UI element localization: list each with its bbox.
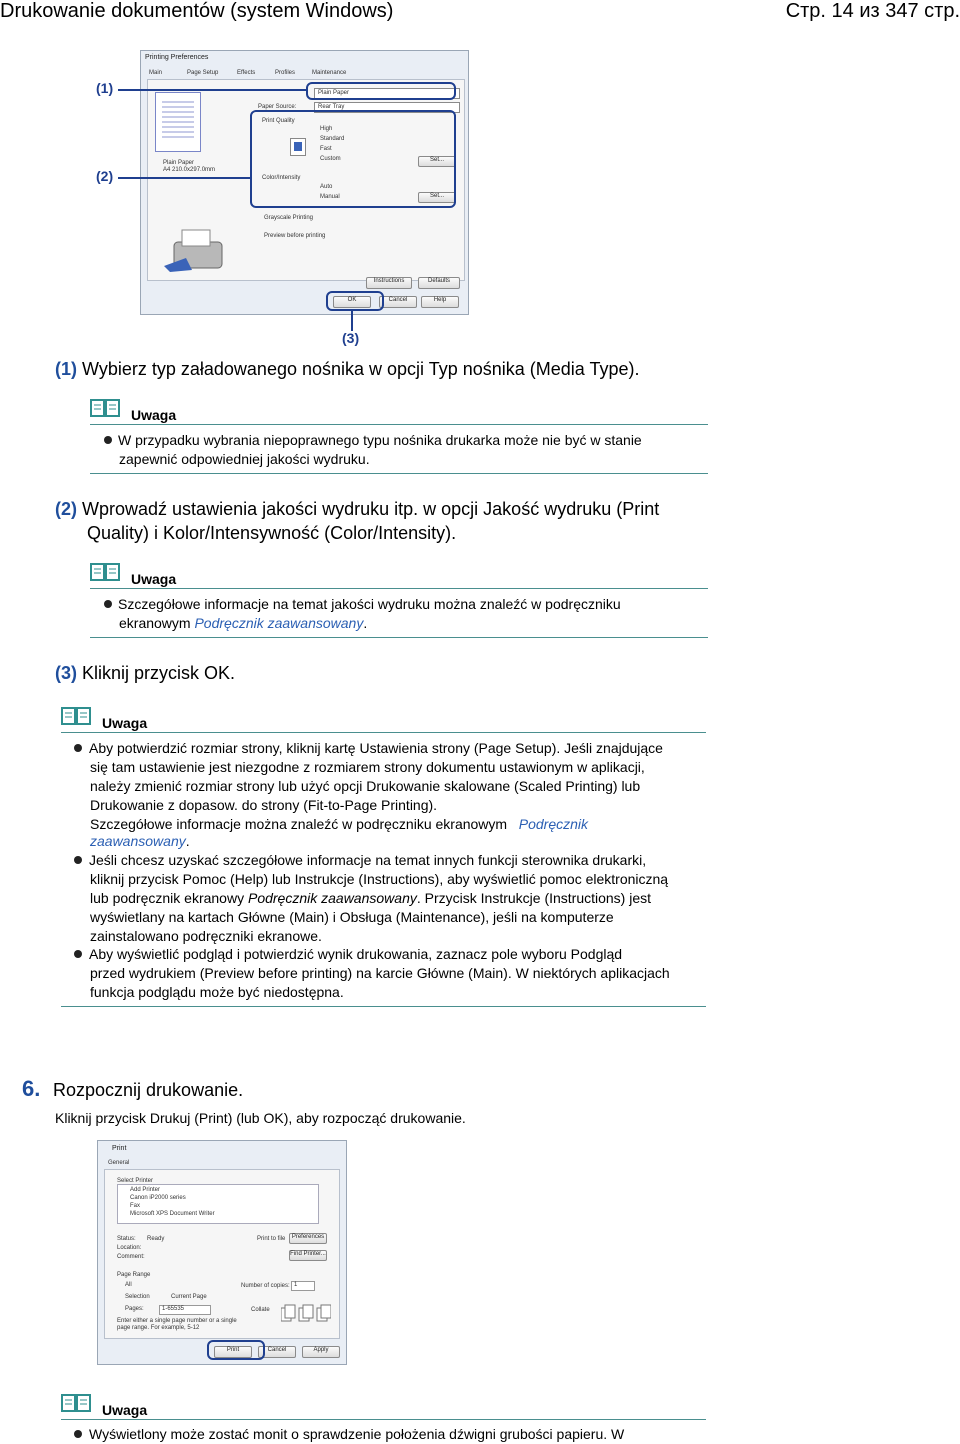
page-indicator: Стр. 14 из 347 стр. <box>785 0 960 22</box>
paper-preview-icon <box>155 92 201 152</box>
note-3-b3-line-3: funkcja podglądu może być niedostępna. <box>90 984 344 1000</box>
collate-checkbox[interactable]: Collate <box>251 1307 270 1313</box>
advanced-guide-link[interactable]: zaawansowany <box>90 833 186 849</box>
advanced-guide-link[interactable]: Podręcznik zaawansowany <box>194 615 364 631</box>
note-3-b2-line-2: kliknij przycisk Pomoc (Help) lub Instrukcje (Instructions), aby wyświetlić pomoc elektroniczną <box>90 871 669 887</box>
callout-leader-1 <box>118 89 308 91</box>
copies-input[interactable]: 1 <box>291 1281 315 1291</box>
callout-leader-2 <box>118 177 252 179</box>
paper-info-size: A4 210.0x297.0mm <box>163 167 216 173</box>
quality-custom[interactable]: Custom <box>320 156 341 162</box>
step-3 <box>55 661 235 685</box>
bullet-icon <box>74 950 82 958</box>
note-divider <box>61 1419 706 1420</box>
step-2-text-b: Quality) i Kolor/Intensywność (Color/Intensity). <box>87 523 457 543</box>
paper-info-type: Plain Paper <box>163 160 195 166</box>
print-dialog-screenshot <box>97 1140 347 1365</box>
printer-list[interactable] <box>117 1184 319 1224</box>
apply-button[interactable]: Apply <box>302 1346 340 1358</box>
bullet-icon <box>104 436 112 444</box>
paper-source-label: Paper Source: <box>258 104 297 110</box>
preview-checkbox[interactable]: Preview before printing <box>264 233 326 239</box>
callout-box-ok <box>326 291 384 311</box>
callout-box-print <box>207 1340 265 1360</box>
printer-illustration-icon <box>160 228 230 272</box>
note-title: Uwaga <box>102 1402 148 1418</box>
step-6-title: Rozpocznij drukowanie. <box>53 1080 244 1100</box>
note-title: Uwaga <box>102 715 148 731</box>
step-1-number: (1) <box>55 359 77 379</box>
page-range-label: Page Range <box>117 1272 151 1278</box>
step-1-text: Wybierz typ załadowanego nośnika w opcji Typ nośnika (Media Type). <box>82 359 640 379</box>
note-3-b2-line-3: lub podręcznik ekranowy Podręcznik zaawansowany. Przycisk Instrukcje (Instructions) jest <box>90 890 652 906</box>
note-3-b1-line-3: należy zmienić rozmiar strony lub użyć opcji Drukowanie skalowane (Scaled Printing) lub <box>90 778 641 794</box>
range-selection-radio[interactable]: Selection <box>125 1294 150 1300</box>
step-3-text: Kliknij przycisk OK. <box>82 663 236 683</box>
status-value: Ready <box>147 1236 165 1242</box>
range-pages-radio[interactable]: Pages: <box>125 1306 144 1312</box>
printer-canon[interactable]: Canon iP2000 series <box>130 1195 186 1201</box>
note-divider <box>61 1006 706 1007</box>
note-1-line-1: W przypadku wybrania niepoprawnego typu nośnika drukarka może nie być w stanie <box>118 432 642 448</box>
help-button[interactable]: Help <box>421 296 459 308</box>
instructions-button[interactable]: Instructions <box>366 277 412 289</box>
printer-xps[interactable]: Microsoft XPS Document Writer <box>130 1211 215 1217</box>
location-label: Location: <box>117 1245 142 1251</box>
general-tab-panel <box>104 1169 340 1339</box>
step-6-description: Kliknij przycisk Drukuj (Print) (lub OK), aby rozpocząć drukowanie. <box>55 1110 466 1126</box>
note-divider <box>90 473 708 474</box>
defaults-button[interactable]: Defaults <box>418 277 460 289</box>
callout-box-media-type <box>306 82 456 100</box>
print-button[interactable]: Print <box>214 1346 252 1358</box>
step-2-text-a: Wprowadź ustawienia jakości wydruku itp. w opcji Jakość wydruku (Print <box>82 499 660 519</box>
step-2 <box>55 497 659 521</box>
tab-strip <box>147 67 463 79</box>
callout-leader-3 <box>351 309 353 331</box>
print-to-file-checkbox[interactable]: Print to file <box>257 1236 286 1242</box>
pages-input[interactable]: 1-65535 <box>159 1305 211 1315</box>
range-all-radio[interactable]: All <box>125 1282 132 1288</box>
media-type-select[interactable]: Plain Paper <box>314 88 460 99</box>
print-dialog-title: Print <box>112 1145 127 1152</box>
note-divider <box>90 637 708 638</box>
bullet-icon <box>74 744 82 752</box>
note-3-b2-line-4: wyświetlany na kartach Główne (Main) i Obsługa (Maintenance), jeśli na komputerze <box>90 909 614 925</box>
note-divider <box>90 424 708 425</box>
status-label: Status: <box>117 1236 136 1242</box>
note-1-line-2: zapewnić odpowiedniej jakości wydruku. <box>119 451 370 467</box>
note-title: Uwaga <box>131 571 177 587</box>
step-6-number: 6. <box>22 1076 41 1101</box>
note-3-b1-line-1: Aby potwierdzić rozmiar strony, kliknij kartę Ustawienia strony (Page Setup). Jeśli znajdujące <box>89 740 663 756</box>
note-book-icon <box>61 1393 91 1413</box>
callout-label-2: (2) <box>96 168 114 184</box>
note-3-b2-line-1: Jeśli chcesz uzyskać szczegółowe informacje na temat innych funkcji sterownika drukarki, <box>89 852 647 868</box>
note-2-line-2: ekranowym Podręcznik zaawansowany. <box>119 615 368 631</box>
tab-page-setup[interactable]: Page Setup <box>187 70 219 76</box>
grayscale-checkbox[interactable]: Grayscale Printing <box>264 215 314 221</box>
note-book-icon <box>90 398 120 418</box>
note-3-b1-line-4: Drukowanie z dopasow. do strony (Fit-to-Page Printing). <box>90 797 438 813</box>
tab-effects[interactable]: Effects <box>237 70 256 76</box>
tab-general[interactable]: General <box>108 1160 130 1166</box>
note-3-b1-line-2: się tam ustawienie jest niezgodne z rozmiarem strony dokumentu ustawionym w aplikacji, <box>90 759 645 775</box>
advanced-guide-link[interactable]: Podręcznik <box>518 816 589 832</box>
callout-box-quality <box>250 110 456 208</box>
bullet-icon <box>74 1430 82 1438</box>
bullet-icon <box>104 600 112 608</box>
bullet-icon <box>74 856 82 864</box>
quality-high[interactable]: High <box>320 126 333 132</box>
copies-label: Number of copies: <box>241 1283 290 1289</box>
note-title: Uwaga <box>131 407 177 423</box>
note-book-icon <box>90 562 120 582</box>
range-current-page-radio[interactable]: Current Page <box>171 1294 207 1300</box>
tab-maintenance[interactable]: Maintenance <box>312 70 347 76</box>
printer-add[interactable]: Add Printer <box>130 1187 161 1193</box>
note-3-b1-line-5: Szczegółowe informacje można znaleźć w podręczniku ekranowym Podręcznik <box>90 816 589 832</box>
color-set-button[interactable]: Set... <box>418 192 456 203</box>
cancel-button[interactable]: Cancel <box>379 296 417 308</box>
note-4-line-1: Wyświetlony może zostać monit o sprawdzenie położenia dźwigni grubości papieru. W <box>89 1426 625 1442</box>
note-3-b1-line-6: zaawansowany. <box>90 833 190 849</box>
ok-button[interactable]: OK <box>333 296 371 308</box>
note-divider <box>90 588 708 589</box>
callout-label-1: (1) <box>96 80 114 96</box>
step-3-number: (3) <box>55 663 77 683</box>
preferences-button[interactable]: Preferences <box>289 1233 327 1244</box>
tab-profiles[interactable]: Profiles <box>275 70 296 76</box>
step-1 <box>55 357 639 381</box>
quality-fast[interactable]: Fast <box>320 146 332 152</box>
dialog-title: Printing Preferences <box>145 54 209 61</box>
color-auto[interactable]: Auto <box>320 184 333 190</box>
color-intensity-label: Color/Intensity <box>262 175 301 181</box>
step-2-number: (2) <box>55 499 77 519</box>
page-range-hint-2: page range. For example, 5-12 <box>117 1325 200 1331</box>
note-3-b3-line-1: Aby wyświetlić podgląd i potwierdzić wynik drukowania, zaznacz pole wyboru Podgląd <box>89 946 623 962</box>
color-manual[interactable]: Manual <box>320 194 340 200</box>
printer-fax[interactable]: Fax <box>130 1203 141 1209</box>
note-3-b3-line-2: przed wydrukiem (Preview before printing) na karcie Główne (Main). W niektórych aplikacjach <box>90 965 670 981</box>
print-quality-label: Print Quality <box>262 118 295 124</box>
find-printer-button[interactable]: Find Printer... <box>289 1250 327 1261</box>
select-printer-label: Select Printer <box>117 1178 154 1184</box>
note-book-icon <box>61 706 91 726</box>
page-range-hint-1: Enter either a single page number or a single <box>117 1318 237 1324</box>
quality-set-button[interactable]: Set... <box>418 156 456 167</box>
callout-label-3: (3) <box>342 330 360 346</box>
note-divider <box>61 732 706 733</box>
quality-standard[interactable]: Standard <box>320 136 345 142</box>
collate-pages-icon <box>281 1302 331 1322</box>
paper-source-select[interactable]: Rear Tray <box>314 102 460 113</box>
note-3-b2-line-5: zainstalowano podręczniki ekranowe. <box>90 928 322 944</box>
tab-main[interactable]: Main <box>149 70 163 76</box>
comment-label: Comment: <box>117 1254 145 1260</box>
document-title: Drukowanie dokumentów (system Windows) <box>0 0 394 22</box>
note-2-line-1: Szczegółowe informacje na temat jakości wydruku można znaleźć w podręczniku <box>118 596 621 612</box>
print-cancel-button[interactable]: Cancel <box>258 1346 296 1358</box>
